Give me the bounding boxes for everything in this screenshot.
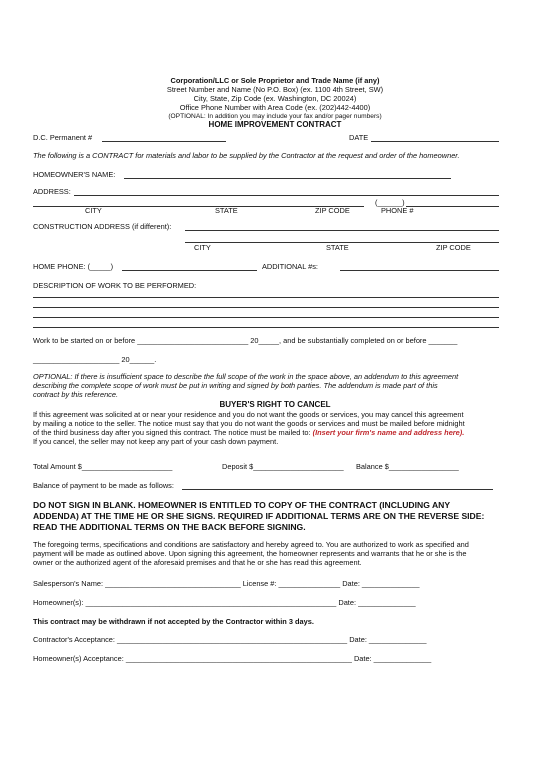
address-phone-field[interactable] xyxy=(406,206,499,207)
cancel-line-2: by mailing a notice to the seller. The notice must say that you do not want the goods or services and must be mailed before midnight xyxy=(33,419,465,428)
additional-numbers-field[interactable] xyxy=(340,270,499,271)
phone-label: PHONE # xyxy=(381,206,414,215)
additional-numbers-label: ADDITIONAL #s: xyxy=(262,262,318,271)
optional-note: (OPTIONAL: In addition you may include your fax and/or pager numbers) xyxy=(168,113,382,120)
cancel-line-3-text: of the third business day after you signed this contract. The notice must be mailed to: xyxy=(33,428,311,437)
street-address: Street Number and Name (No P.O. Box) (ex. 1100 4th Street, SW) xyxy=(166,85,384,94)
work-end-text: _____________________ 20______. xyxy=(33,355,157,364)
homeowner-name-label: HOMEOWNER'S NAME: xyxy=(33,170,116,179)
cancel-title: BUYER'S RIGHT TO CANCEL xyxy=(219,400,331,409)
work-start-text: Work to be started on or before ___________________________ 20_____, and be substantially completed on or before _______ xyxy=(33,336,458,345)
construction-address-field[interactable] xyxy=(185,230,499,231)
office-phone: Office Phone Number with Area Code (ex. (202)442-4400) xyxy=(179,103,371,112)
intro-text: The following is a CONTRACT for materials and labor to be supplied by the Contractor at the request and order of the homeowner. xyxy=(33,151,460,160)
balance-payment-label: Balance of payment to be made as follows: xyxy=(33,481,174,490)
construction-city-label: CITY xyxy=(194,243,211,252)
state-label: STATE xyxy=(215,206,238,215)
optional-line-1: OPTIONAL: If there is insufficient space to describe the full scope of the work in the space above, an addendum to this agreement xyxy=(33,372,459,381)
address-field[interactable] xyxy=(74,195,499,196)
city-state-zip: City, State, Zip Code (ex. Washington, DC 20024) xyxy=(193,94,357,103)
warning-line-2: ADDENDA) AT THE TIME HE OR SHE SIGNS. REQUIRED IF ADDITIONAL TERMS ARE ON THE REVERSE SIDE: xyxy=(33,511,485,521)
total-amount: Total Amount $______________________ xyxy=(33,462,173,471)
address-label: ADDRESS: xyxy=(33,187,71,196)
date-label: DATE xyxy=(349,133,369,142)
description-label: DESCRIPTION OF WORK TO BE PERFORMED: xyxy=(33,281,197,290)
optional-line-3: contract by this reference. xyxy=(33,390,119,399)
optional-line-2: describing the complete scope of work must be put in writing and signed by both parties. The addendum is made part of this xyxy=(33,381,438,390)
city-label: CITY xyxy=(85,206,102,215)
warning-line-3: READ THE ADDITIONAL TERMS ON THE BACK BEFORE SIGNING. xyxy=(33,522,306,532)
homeowner-acceptance-line: Homeowner(s) Acceptance: _______________________________________________________ Date: ______________ xyxy=(33,654,432,663)
home-phone-label: HOME PHONE: (_____) xyxy=(33,262,114,271)
agreement-line-2: payment will be made as outlined above. Upon signing this agreement, the homeowner represents and warrants that he or she is the xyxy=(33,549,467,558)
balance-amount: Balance $_________________ xyxy=(356,462,459,471)
construction-address-label: CONSTRUCTION ADDRESS (if different): xyxy=(33,222,172,231)
cancel-line-1: If this agreement was solicited at or near your residence and you do not want the goods or services, you may cancel this agreement xyxy=(33,410,464,419)
company-name: Corporation/LLC or Sole Proprietor and Trade Name (if any) xyxy=(170,76,380,85)
withdrawn-notice: This contract may be withdrawn if not accepted by the Contractor within 3 days. xyxy=(33,617,314,626)
construction-zip-label: ZIP CODE xyxy=(436,243,471,252)
deposit-amount: Deposit $______________________ xyxy=(222,462,344,471)
page-title: HOME IMPROVEMENT CONTRACT xyxy=(208,120,342,129)
insert-firm-placeholder: (Insert your firm's name and address here). xyxy=(312,428,465,437)
agreement-line-1: The foregoing terms, specifications and conditions are satisfactory and hereby agreed to. You are authorized to work as specified and xyxy=(33,540,469,549)
description-line-2[interactable] xyxy=(33,307,499,308)
warning-line-1: DO NOT SIGN IN BLANK. HOMEOWNER IS ENTITLED TO COPY OF THE CONTRACT (INCLUDING ANY xyxy=(33,500,451,510)
homeowner-signature-line: Homeowner(s): _____________________________________________________________ Date: ______________ xyxy=(33,598,416,607)
homeowner-name-field[interactable] xyxy=(124,178,451,179)
salesperson-line: Salesperson's Name: _________________________________ License #: _______________ Date: ______________ xyxy=(33,579,420,588)
balance-payment-field[interactable] xyxy=(182,489,493,490)
home-phone-field[interactable] xyxy=(122,270,257,271)
contractor-acceptance-line: Contractor's Acceptance: ________________________________________________________ Date: ______________ xyxy=(33,635,427,644)
date-field[interactable] xyxy=(371,141,499,142)
cancel-line-4: If you cancel, the seller may not keep any part of your cash down payment. xyxy=(33,437,279,446)
description-line-3[interactable] xyxy=(33,317,499,318)
dc-permanent-field[interactable] xyxy=(102,141,226,142)
cancel-line-3 xyxy=(33,428,464,437)
description-line-1[interactable] xyxy=(33,297,499,298)
description-line-4[interactable] xyxy=(33,327,499,328)
dc-permanent-label: D.C. Permanent # xyxy=(33,133,93,142)
phone-area-code: (______) xyxy=(375,198,405,207)
agreement-line-3: owner or the authorized agent of the aforesaid premises and that he or she has read this agreement. xyxy=(33,558,362,567)
construction-state-label: STATE xyxy=(326,243,349,252)
zip-label: ZIP CODE xyxy=(315,206,350,215)
